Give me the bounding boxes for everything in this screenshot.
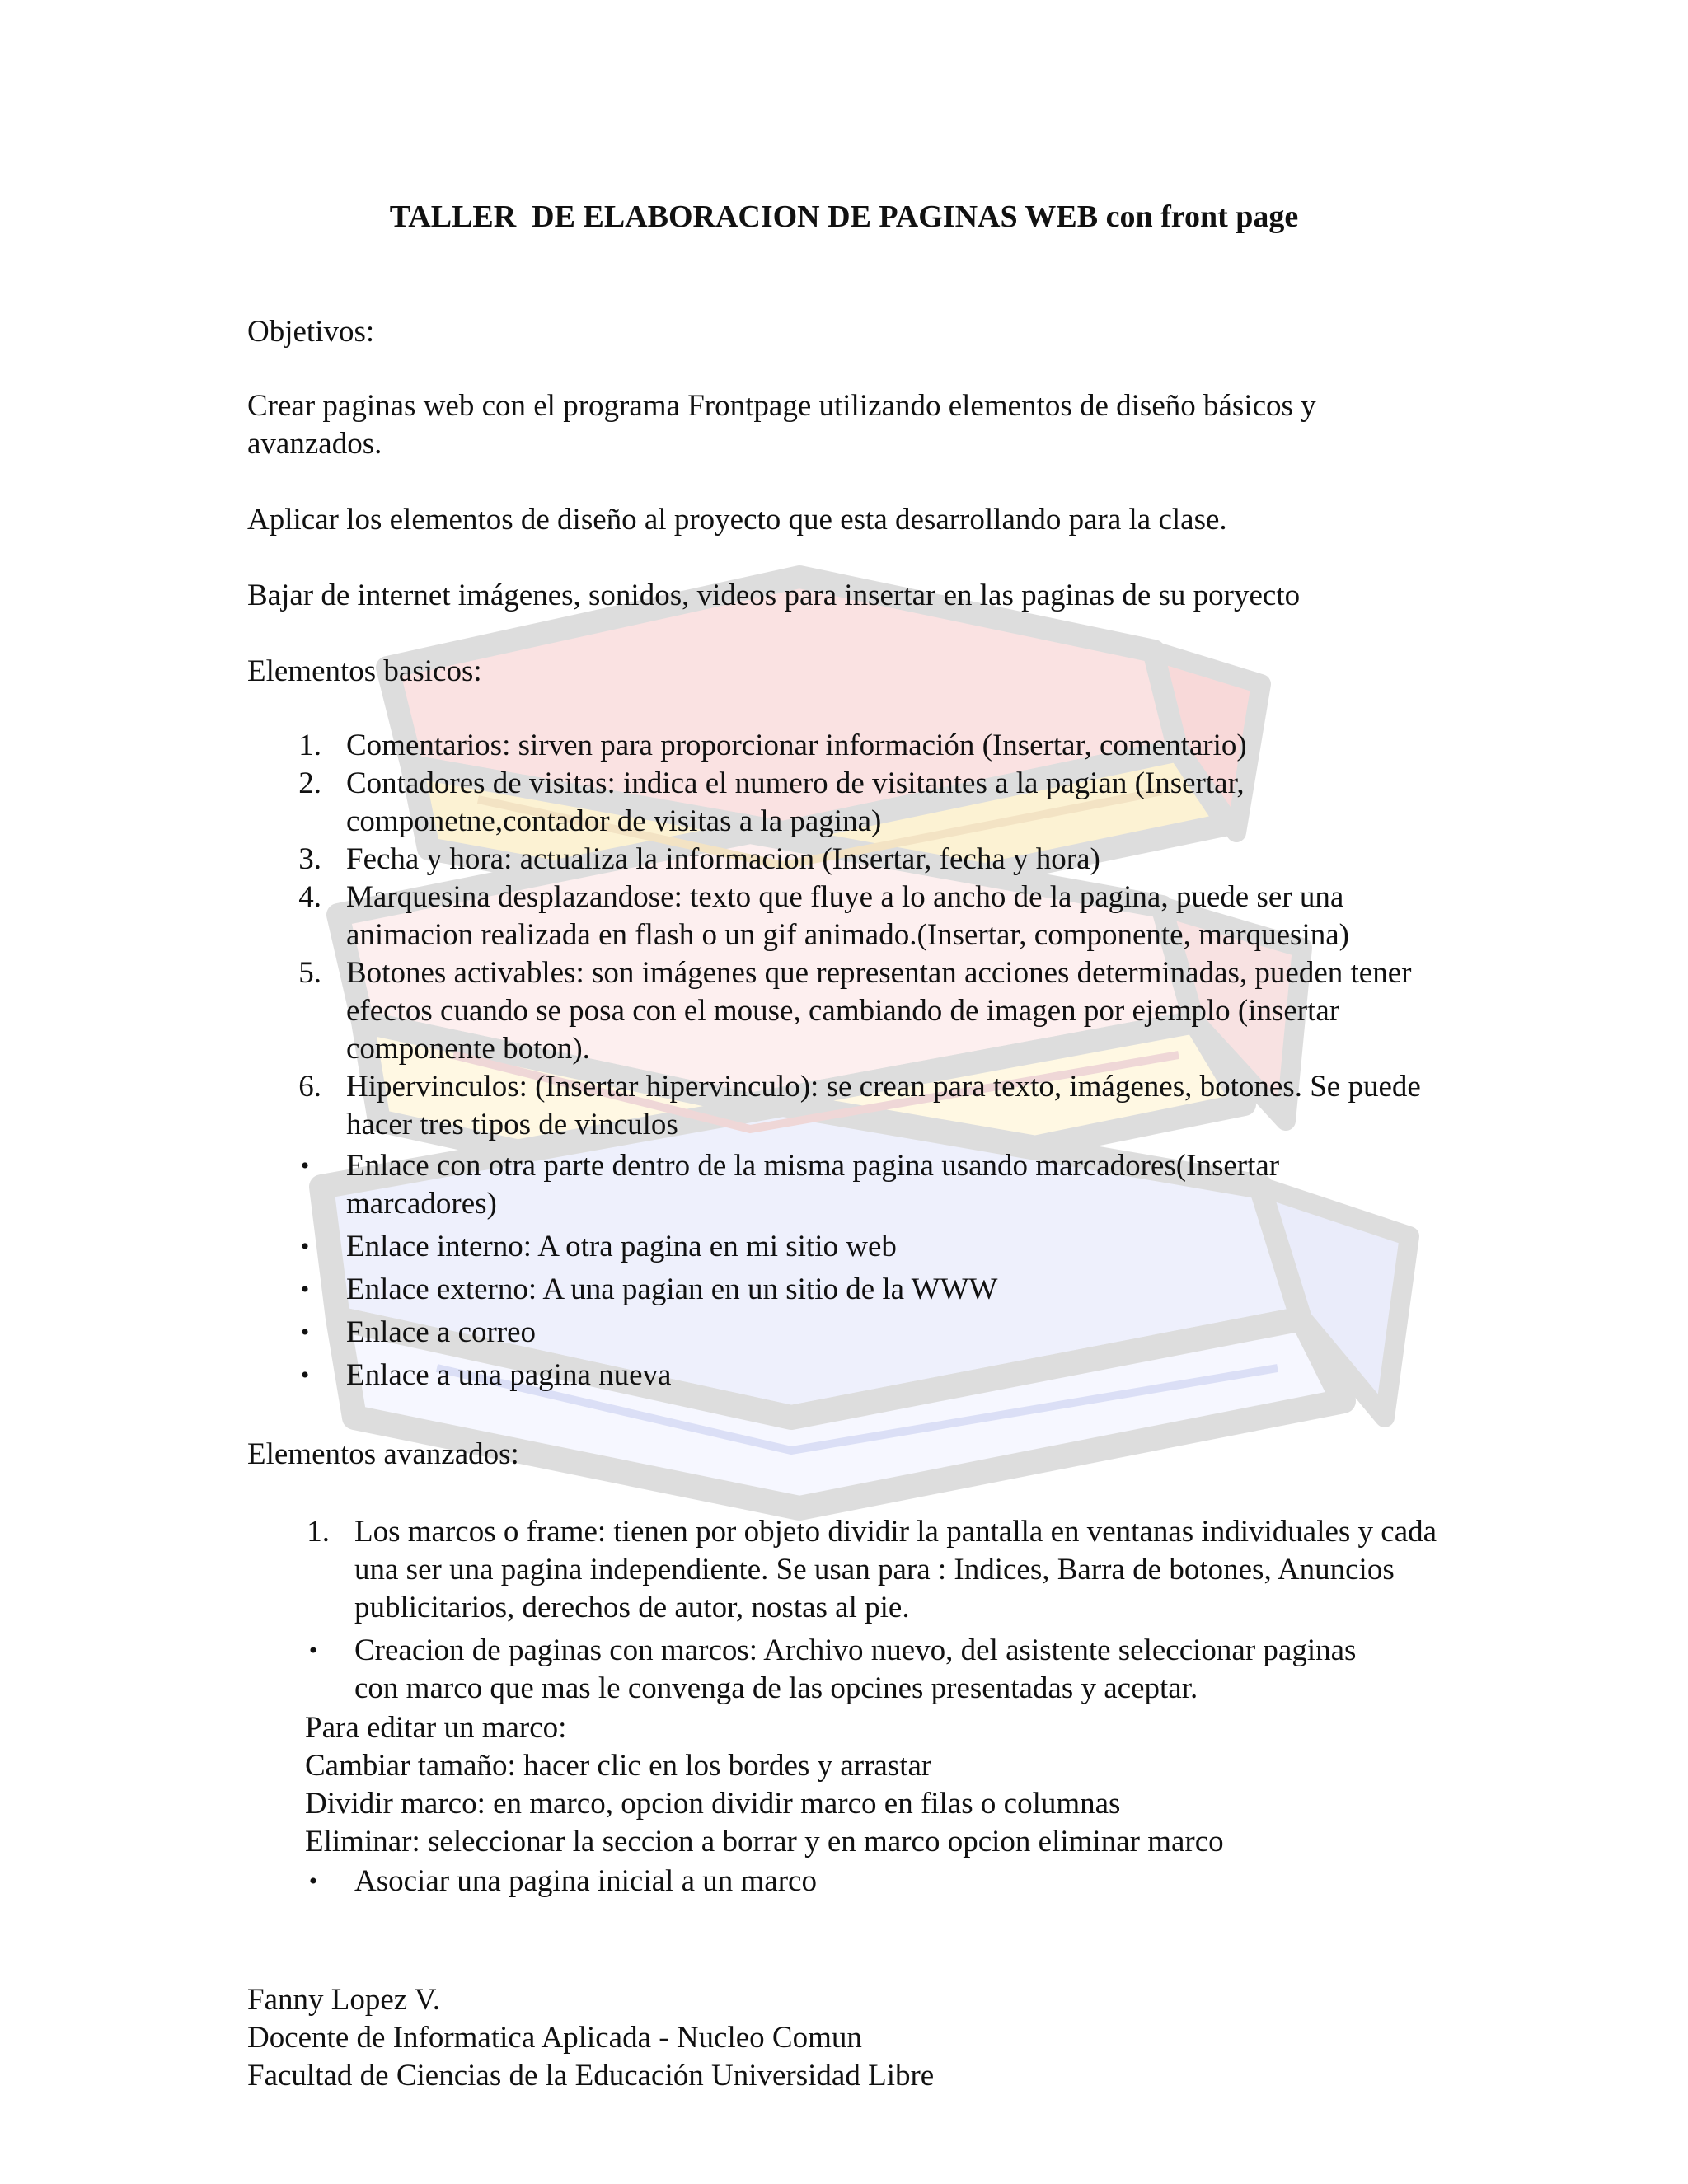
- bullet-icon: •: [300, 1233, 310, 1260]
- list-number: 1.: [307, 1515, 330, 1549]
- bullet-icon: •: [300, 1152, 310, 1179]
- signature-role: Docente de Informatica Aplicada - Nucleo Comun: [247, 2021, 862, 2055]
- bullet-icon: •: [300, 1276, 310, 1303]
- list-item-text: Fecha y hora: actualiza la informacion (Insertar, fecha y hora): [346, 842, 1100, 876]
- objective-paragraph: Crear paginas web con el programa Frontpage utilizando elementos de diseño básicos y avanzados.: [247, 389, 1316, 461]
- list-item-text: Botones activables: son imágenes que representan acciones determinadas, pueden tener efectos cuando se posa con el mouse, cambiando de imagen por ejemplo (insertar componente boton).: [346, 956, 1412, 1066]
- bullet-item-text: Enlace a una pagina nueva: [346, 1358, 672, 1392]
- bullet-item-text: Enlace con otra parte dentro de la misma pagina usando marcadores(Insertar marcadores): [346, 1149, 1280, 1221]
- list-item-text: Marquesina desplazandose: texto que fluye a lo ancho de la pagina, puede ser una animacion realizada en flash o un gif animado.(Insertar, componente, marquesina): [346, 880, 1349, 952]
- edit-frame-line: Cambiar tamaño: hacer clic en los bordes y arrastar: [305, 1749, 932, 1783]
- list-item-text: Los marcos o frame: tienen por objeto dividir la pantalla en ventanas individuales y cada una ser una pagina independiente. Se usan para : Indices, Barra de botones, Anuncios publicitarios, derechos de autor, nostas al pie.: [354, 1515, 1437, 1624]
- bullet-item-text: Enlace interno: A otra pagina en mi sitio web: [346, 1230, 897, 1263]
- basic-elements-heading: Elementos basicos:: [247, 654, 482, 688]
- list-number: 6.: [298, 1070, 321, 1104]
- signature-institution: Facultad de Ciencias de la Educación Universidad Libre: [247, 2059, 935, 2093]
- bullet-icon: •: [308, 1868, 318, 1895]
- edit-frame-line: Dividir marco: en marco, opcion dividir marco en filas o columnas: [305, 1787, 1121, 1821]
- list-item-text: Comentarios: sirven para proporcionar información (Insertar, comentario): [346, 729, 1247, 762]
- bullet-item-text: Enlace externo: A una pagian en un sitio de la WWW: [346, 1272, 998, 1306]
- signature-name: Fanny Lopez V.: [247, 1983, 440, 2017]
- document-title: TALLER DE ELABORACION DE PAGINAS WEB con front page: [389, 199, 1299, 234]
- list-number: 1.: [298, 729, 321, 762]
- list-number: 5.: [298, 956, 321, 990]
- bullet-item-text: Enlace a correo: [346, 1315, 537, 1349]
- bullet-icon: •: [300, 1319, 310, 1346]
- advanced-elements-heading: Elementos avanzados:: [247, 1437, 519, 1471]
- bullet-item-text: Asociar una pagina inicial a un marco: [354, 1864, 817, 1898]
- edit-frame-line: Eliminar: seleccionar la seccion a borrar y en marco opcion eliminar marco: [305, 1825, 1224, 1858]
- bullet-icon: •: [300, 1361, 310, 1389]
- list-item-text: Hipervinculos: (Insertar hipervinculo): se crean para texto, imágenes, botones. Se puede hacer tres tipos de vinculos: [346, 1070, 1421, 1141]
- objectives-heading: Objetivos:: [247, 315, 375, 349]
- edit-frame-line: Para editar un marco:: [305, 1711, 567, 1745]
- list-number: 3.: [298, 842, 321, 876]
- list-number: 2.: [298, 766, 321, 800]
- objective-paragraph: Bajar de internet imágenes, sonidos, videos para insertar en las paginas de su poryecto: [247, 579, 1301, 612]
- list-number: 4.: [298, 880, 321, 914]
- bullet-icon: •: [308, 1637, 318, 1664]
- bullet-item-text: Creacion de paginas con marcos: Archivo nuevo, del asistente seleccionar paginas con marco que mas le convenga de las opcines presentadas y aceptar.: [354, 1633, 1357, 1705]
- list-item-text: Contadores de visitas: indica el numero de visitantes a la pagian (Insertar, componetne,contador de visitas a la pagina): [346, 766, 1245, 838]
- objective-paragraph: Aplicar los elementos de diseño al proyecto que esta desarrollando para la clase.: [247, 503, 1227, 537]
